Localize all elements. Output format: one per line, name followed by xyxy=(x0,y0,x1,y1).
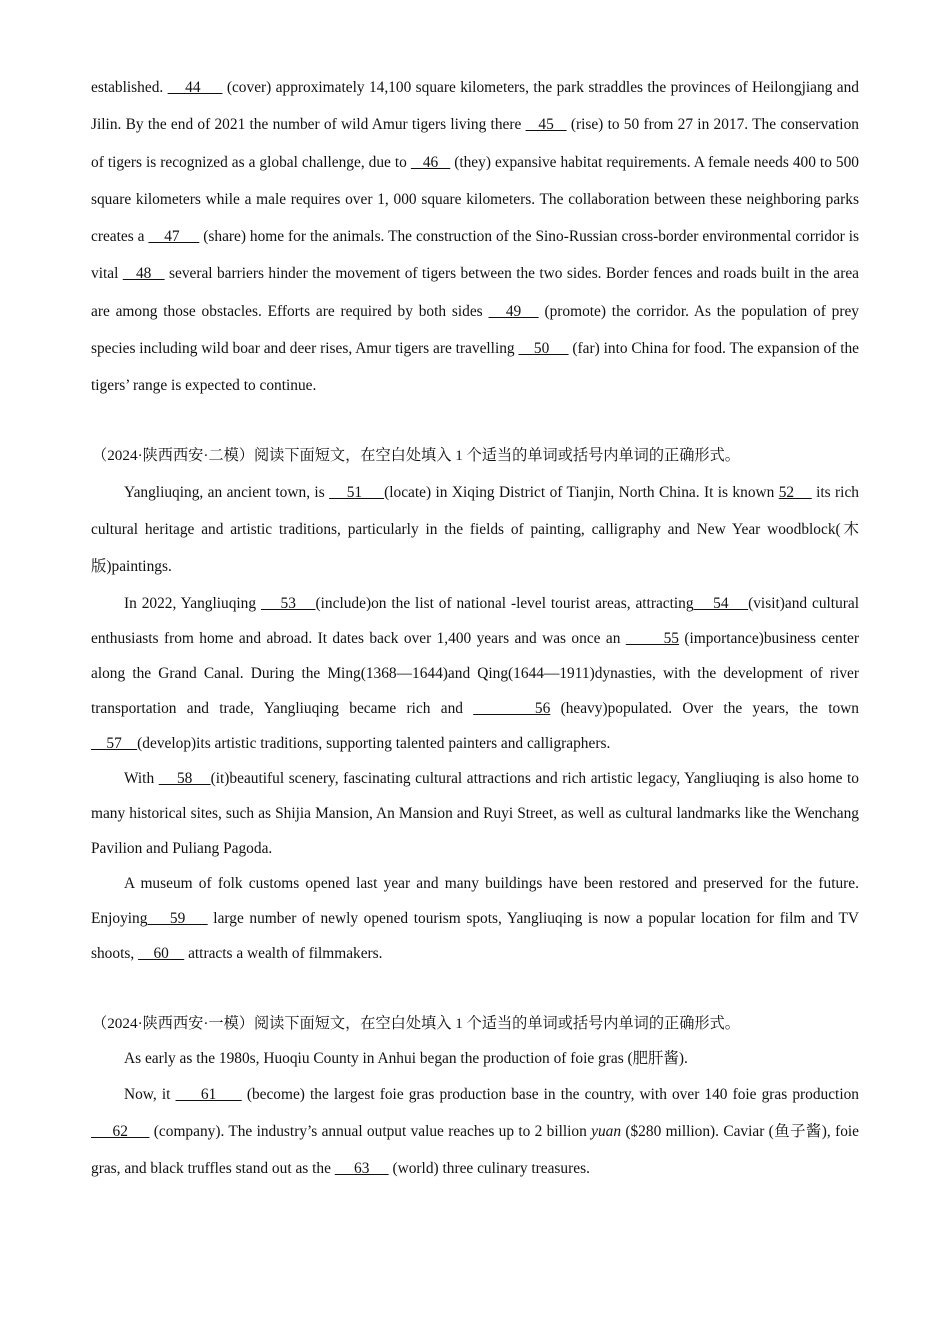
text: (promote) the corridor. As the population of prey species including wild boar and deer rises, Amur tigers are travelling xyxy=(91,302,860,358)
text: (importance)business center along the Grand Canal. During the Ming(1368—1644)and Qing(1644—1911)dynasties, with the development of river transportation and trade, Yangliuqing became rich and xyxy=(91,629,859,717)
passage-2-paragraph-4 xyxy=(91,866,859,971)
text: With xyxy=(124,769,159,787)
blank-59[interactable]: 59 xyxy=(147,909,208,927)
blank-63[interactable]: 63 xyxy=(334,1160,389,1178)
text: attracts a wealth of filmmakers. xyxy=(184,944,383,962)
blank-62[interactable]: 62 xyxy=(91,1122,150,1140)
text: (become) the largest foie gras production base in the country, with over 140 foie gras production xyxy=(241,1085,859,1103)
passage-2-paragraph-2 xyxy=(91,586,859,761)
text: (far) into China for food. The expansion of the tigers’ range is expected to continue. xyxy=(91,340,859,395)
blank-60[interactable]: 60 xyxy=(138,944,185,962)
text: (heavy)populated. Over the years, the town xyxy=(550,699,859,717)
passage-1-paragraph xyxy=(91,69,859,405)
text: Yangliuqing, an ancient town, is xyxy=(124,483,330,501)
text: (rise) to 50 from 27 in 2017. The conservation of tigers is recognized as a global challenge, due to xyxy=(91,116,859,171)
text: (it)beautiful scenery, fascinating cultural attractions and rich artistic legacy, Yangliuqing is also home to many historical sites, such as Shijia Mansion, An Mansion and Ruyi Street, as well as cultural landmarks like the Wenchang Pavilion and Puliang Pagoda. xyxy=(91,769,860,857)
blank-44[interactable]: 44 xyxy=(167,79,223,96)
passage-3-instructions: （2024·陕西西安·一模）阅读下面短文，在空白处填入 1 个适当的单词或括号内单词的正确形式。 xyxy=(92,1014,740,1032)
blank-52[interactable]: 52 xyxy=(778,483,812,501)
blank-53[interactable]: 53 xyxy=(260,594,316,612)
text: established. xyxy=(91,79,168,96)
blank-47[interactable]: 47 xyxy=(148,228,200,246)
blank-51[interactable]: 51 xyxy=(329,483,385,501)
text: (visit)and cultural enthusiasts from home and abroad. It dates back over 1,400 years and was once an xyxy=(91,594,859,647)
text: (they) expansive habitat requirements. A female needs 400 to 500 square kilometers while a male requires over 1, 000 square kilometers. The collaboration between these neighboring parks creates a xyxy=(91,153,859,246)
passage-3-paragraph-2 xyxy=(91,1076,859,1188)
text: its rich cultural heritage and artistic traditions, particularly in the fields of painting, calligraphy and New Year woodblock(木版)paintings. xyxy=(91,483,859,576)
text: large number of newly opened tourism spots, Yangliuqing is now a popular location for film and TV shoots, xyxy=(91,909,860,962)
text: (locate) in Xiqing District of Tianjin, North China. It is known xyxy=(384,483,779,501)
passage-2-instructions: （2024·陕西西安·二模）阅读下面短文，在空白处填入 1 个适当的单词或括号内单词的正确形式。 xyxy=(92,446,740,464)
text: ($280 million). Caviar (鱼子酱), foie gras, and black truffles stand out as the xyxy=(91,1122,859,1178)
blank-58[interactable]: 58 xyxy=(158,769,211,787)
blank-56[interactable]: 56 xyxy=(473,699,551,717)
blank-46[interactable]: 46 xyxy=(410,153,451,171)
blank-61[interactable]: 61 xyxy=(175,1085,242,1103)
blank-54[interactable]: 54 xyxy=(693,594,749,612)
passage-2-paragraph-3 xyxy=(91,761,859,866)
text: A museum of folk customs opened last year and many buildings have been restored and preserved for the future. Enjoying xyxy=(91,874,859,927)
blank-49[interactable]: 49 xyxy=(488,302,539,320)
blank-55[interactable]: 55 xyxy=(625,629,679,647)
passage-3-paragraph-1: As early as the 1980s, Huoqiu County in Anhui began the production of foie gras (肥肝酱). xyxy=(124,1049,688,1067)
text: (share) home for the animals. The construction of the Sino-Russian cross-border environmental corridor is vital xyxy=(91,228,859,283)
blank-48[interactable]: 48 xyxy=(122,265,165,283)
blank-57[interactable]: 57 xyxy=(91,734,138,752)
text: (include)on the list of national -level tourist areas, attracting xyxy=(315,594,694,612)
italic-text: yuan xyxy=(591,1122,622,1140)
text: several barriers hinder the movement of tigers between the two sides. Border fences and roads built in the area are among those obstacles. Efforts are required by both sides xyxy=(91,265,859,320)
text: (world) three culinary treasures. xyxy=(388,1160,590,1178)
blank-45[interactable]: 45 xyxy=(525,116,567,134)
text: (develop)its artistic traditions, supporting talented painters and calligraphers. xyxy=(137,734,611,752)
blank-50[interactable]: 50 xyxy=(518,340,569,358)
text: Now, it xyxy=(124,1085,176,1103)
passage-2-paragraph-1 xyxy=(91,474,859,586)
text: (company). The industry’s annual output value reaches up to 2 billion xyxy=(149,1122,592,1140)
document-page xyxy=(91,69,859,1187)
text: (cover) approximately 14,100 square kilometers, the park straddles the provinces of Heilongjiang and Jilin. By the end of 2021 the number of wild Amur tigers living there xyxy=(91,79,859,134)
text: In 2022, Yangliuqing xyxy=(124,594,261,612)
